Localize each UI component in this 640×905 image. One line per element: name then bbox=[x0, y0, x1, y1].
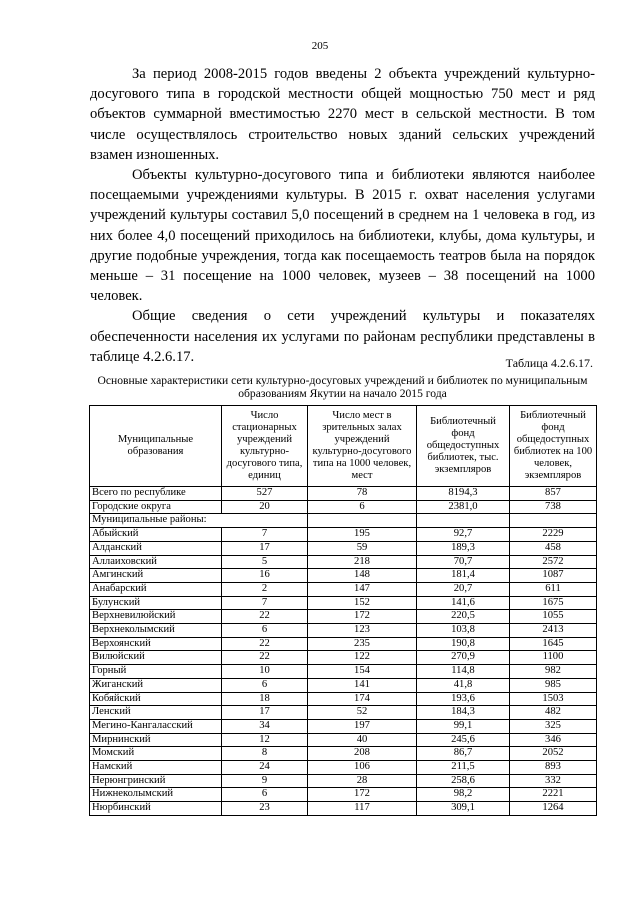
row-value: 103,8 bbox=[417, 624, 510, 638]
row-value: 122 bbox=[308, 651, 417, 665]
row-value: 1087 bbox=[510, 569, 597, 583]
row-value: 34 bbox=[222, 719, 308, 733]
page-number: 205 bbox=[311, 40, 329, 52]
row-value: 1645 bbox=[510, 637, 597, 651]
row-value: 16 bbox=[222, 569, 308, 583]
row-value: 41,8 bbox=[417, 678, 510, 692]
table-row bbox=[90, 665, 597, 679]
row-value: 211,5 bbox=[417, 761, 510, 775]
row-value: 6 bbox=[308, 500, 417, 514]
table-row bbox=[90, 541, 597, 555]
row-value: 5 bbox=[222, 555, 308, 569]
row-value: 2221 bbox=[510, 788, 597, 802]
row-value: 17 bbox=[222, 706, 308, 720]
row-value: 141,6 bbox=[417, 596, 510, 610]
table-row bbox=[90, 706, 597, 720]
table-row bbox=[90, 487, 597, 501]
row-label: Горный bbox=[90, 665, 222, 679]
paragraph: За период 2008-2015 годов введены 2 объекта учреждений культурно-досугового типа в городской местности общей мощностью 750 мест и ряд объектов суммарной вместимостью 2270 мест в сельской местности. В том числе осуществлялось строительство новых зданий сельских учреждений взамен изношенных. bbox=[90, 66, 595, 163]
row-value: 189,3 bbox=[417, 541, 510, 555]
row-value: 22 bbox=[222, 610, 308, 624]
row-value: 2052 bbox=[510, 747, 597, 761]
row-value: 190,8 bbox=[417, 637, 510, 651]
row-label: Намский bbox=[90, 761, 222, 775]
row-value: 8194,3 bbox=[417, 487, 510, 501]
row-value: 982 bbox=[510, 665, 597, 679]
row-label: Верхнеколымский bbox=[90, 624, 222, 638]
row-label: Абыйский bbox=[90, 528, 222, 542]
row-value: 193,6 bbox=[417, 692, 510, 706]
table-row bbox=[90, 761, 597, 775]
table-row bbox=[90, 624, 597, 638]
row-value: 78 bbox=[308, 487, 417, 501]
row-value: 184,3 bbox=[417, 706, 510, 720]
table-body bbox=[90, 487, 597, 816]
table-row bbox=[90, 678, 597, 692]
row-value: 6 bbox=[222, 678, 308, 692]
row-value: 86,7 bbox=[417, 747, 510, 761]
table-number: Таблица 4.2.6.17. bbox=[505, 356, 593, 370]
row-value: 117 bbox=[308, 802, 417, 816]
row-value: 52 bbox=[308, 706, 417, 720]
row-label: Верхоянский bbox=[90, 637, 222, 651]
row-value: 172 bbox=[308, 610, 417, 624]
row-value: 2572 bbox=[510, 555, 597, 569]
row-value: 99,1 bbox=[417, 719, 510, 733]
row-value: 20,7 bbox=[417, 582, 510, 596]
row-value: 70,7 bbox=[417, 555, 510, 569]
row-value: 9 bbox=[222, 774, 308, 788]
row-value: 20 bbox=[222, 500, 308, 514]
row-value: 22 bbox=[222, 637, 308, 651]
row-value: 208 bbox=[308, 747, 417, 761]
row-label: Вилюйский bbox=[90, 651, 222, 665]
row-label: Всего по республике bbox=[90, 487, 222, 501]
row-value: 2413 bbox=[510, 624, 597, 638]
row-value: 18 bbox=[222, 692, 308, 706]
table-row bbox=[90, 610, 597, 624]
row-value: 258,6 bbox=[417, 774, 510, 788]
row-value: 332 bbox=[510, 774, 597, 788]
row-value: 2381,0 bbox=[417, 500, 510, 514]
table-header-row bbox=[90, 406, 597, 487]
row-value: 148 bbox=[308, 569, 417, 583]
row-value: 28 bbox=[308, 774, 417, 788]
table-row bbox=[90, 500, 597, 514]
row-value: 309,1 bbox=[417, 802, 510, 816]
row-value: 857 bbox=[510, 487, 597, 501]
row-label: Амгинский bbox=[90, 569, 222, 583]
row-label: Аллаиховский bbox=[90, 555, 222, 569]
row-label: Верхневилюйский bbox=[90, 610, 222, 624]
row-value: 6 bbox=[222, 788, 308, 802]
row-value: 2229 bbox=[510, 528, 597, 542]
row-value: 7 bbox=[222, 528, 308, 542]
row-value: 114,8 bbox=[417, 665, 510, 679]
row-label: Нерюнгринский bbox=[90, 774, 222, 788]
row-value: 220,5 bbox=[417, 610, 510, 624]
table-row bbox=[90, 733, 597, 747]
row-value: 23 bbox=[222, 802, 308, 816]
row-label: Нижнеколымский bbox=[90, 788, 222, 802]
row-value: 24 bbox=[222, 761, 308, 775]
row-value: 17 bbox=[222, 541, 308, 555]
row-value: 346 bbox=[510, 733, 597, 747]
row-value: 235 bbox=[308, 637, 417, 651]
table-row bbox=[90, 596, 597, 610]
row-value: 12 bbox=[222, 733, 308, 747]
row-value: 985 bbox=[510, 678, 597, 692]
table-row bbox=[90, 651, 597, 665]
empty-cell bbox=[510, 514, 597, 528]
header-municipality: Муниципальные образования bbox=[90, 406, 222, 487]
table-row bbox=[90, 692, 597, 706]
table-row bbox=[90, 747, 597, 761]
table-caption: Основные характеристики сети культурно-досуговых учреждений и библиотек по муниципальным образованиям Якутии на начало 2015 года bbox=[97, 374, 588, 400]
row-value: 195 bbox=[308, 528, 417, 542]
row-label: Алданский bbox=[90, 541, 222, 555]
row-value: 2 bbox=[222, 582, 308, 596]
row-value: 152 bbox=[308, 596, 417, 610]
row-label: Нюрбинский bbox=[90, 802, 222, 816]
row-value: 218 bbox=[308, 555, 417, 569]
row-value: 10 bbox=[222, 665, 308, 679]
row-value: 893 bbox=[510, 761, 597, 775]
row-value: 154 bbox=[308, 665, 417, 679]
row-value: 325 bbox=[510, 719, 597, 733]
statistics-table bbox=[89, 405, 597, 816]
row-label: Ленский bbox=[90, 706, 222, 720]
table-row bbox=[90, 555, 597, 569]
section-label: Муниципальные районы: bbox=[90, 514, 308, 528]
row-value: 147 bbox=[308, 582, 417, 596]
row-value: 527 bbox=[222, 487, 308, 501]
table-row bbox=[90, 719, 597, 733]
empty-cell bbox=[308, 514, 417, 528]
row-value: 245,6 bbox=[417, 733, 510, 747]
row-label: Булунский bbox=[90, 596, 222, 610]
row-label: Мирнинский bbox=[90, 733, 222, 747]
row-value: 174 bbox=[308, 692, 417, 706]
empty-cell bbox=[417, 514, 510, 528]
table-row bbox=[90, 802, 597, 816]
row-value: 482 bbox=[510, 706, 597, 720]
row-label: Городские округа bbox=[90, 500, 222, 514]
table-row bbox=[90, 637, 597, 651]
row-label: Анабарский bbox=[90, 582, 222, 596]
row-value: 1055 bbox=[510, 610, 597, 624]
row-value: 458 bbox=[510, 541, 597, 555]
row-label: Жиганский bbox=[90, 678, 222, 692]
row-value: 7 bbox=[222, 596, 308, 610]
row-label: Мегино-Кангаласский bbox=[90, 719, 222, 733]
row-value: 181,4 bbox=[417, 569, 510, 583]
row-value: 59 bbox=[308, 541, 417, 555]
row-value: 8 bbox=[222, 747, 308, 761]
row-value: 92,7 bbox=[417, 528, 510, 542]
table-row bbox=[90, 569, 597, 583]
row-value: 22 bbox=[222, 651, 308, 665]
row-value: 40 bbox=[308, 733, 417, 747]
row-value: 1264 bbox=[510, 802, 597, 816]
header-library-fund: Библиотечный фонд общедоступных библиотек, тыс. экземпляров bbox=[417, 406, 510, 487]
paragraph: Объекты культурно-досугового типа и библиотеки являются наиболее посещаемыми учреждениями культуры. В 2015 г. охват населения услугами учреждений культуры составил 5,0 посещений в среднем на 1 человека в год, из них более 4,0 посещений приходилось на библиотеки, клубы, дома культуры, и другие подобные учреждения, тогда как посещаемость театров была на порядок меньше – 31 посещение на 1000 человек, музеев – 38 посещений на 1000 человек. bbox=[90, 167, 595, 305]
row-label: Кобяйский bbox=[90, 692, 222, 706]
section-row bbox=[90, 514, 597, 528]
row-value: 106 bbox=[308, 761, 417, 775]
header-library-fund-per-100: Библиотечный фонд общедоступных библиотек на 100 человек, экземпляров bbox=[510, 406, 597, 487]
table-row bbox=[90, 788, 597, 802]
row-label: Момский bbox=[90, 747, 222, 761]
table-row bbox=[90, 528, 597, 542]
body-text bbox=[90, 64, 595, 367]
row-value: 738 bbox=[510, 500, 597, 514]
table-row bbox=[90, 582, 597, 596]
row-value: 611 bbox=[510, 582, 597, 596]
row-value: 141 bbox=[308, 678, 417, 692]
table-row bbox=[90, 774, 597, 788]
header-institutions-count: Число стационарных учреждений культурно-досугового типа, единиц bbox=[222, 406, 308, 487]
paragraph: Общие сведения о сети учреждений культуры и показателях обеспеченности населения их услугами по районам республики представлены в таблице 4.2.6.17. bbox=[90, 308, 595, 365]
row-value: 1503 bbox=[510, 692, 597, 706]
row-value: 1100 bbox=[510, 651, 597, 665]
row-value: 98,2 bbox=[417, 788, 510, 802]
row-value: 270,9 bbox=[417, 651, 510, 665]
row-value: 172 bbox=[308, 788, 417, 802]
row-value: 123 bbox=[308, 624, 417, 638]
header-seats-per-1000: Число мест в зрительных залах учреждений культурно-досугового типа на 1000 человек, мест bbox=[308, 406, 417, 487]
row-value: 6 bbox=[222, 624, 308, 638]
row-value: 1675 bbox=[510, 596, 597, 610]
row-value: 197 bbox=[308, 719, 417, 733]
